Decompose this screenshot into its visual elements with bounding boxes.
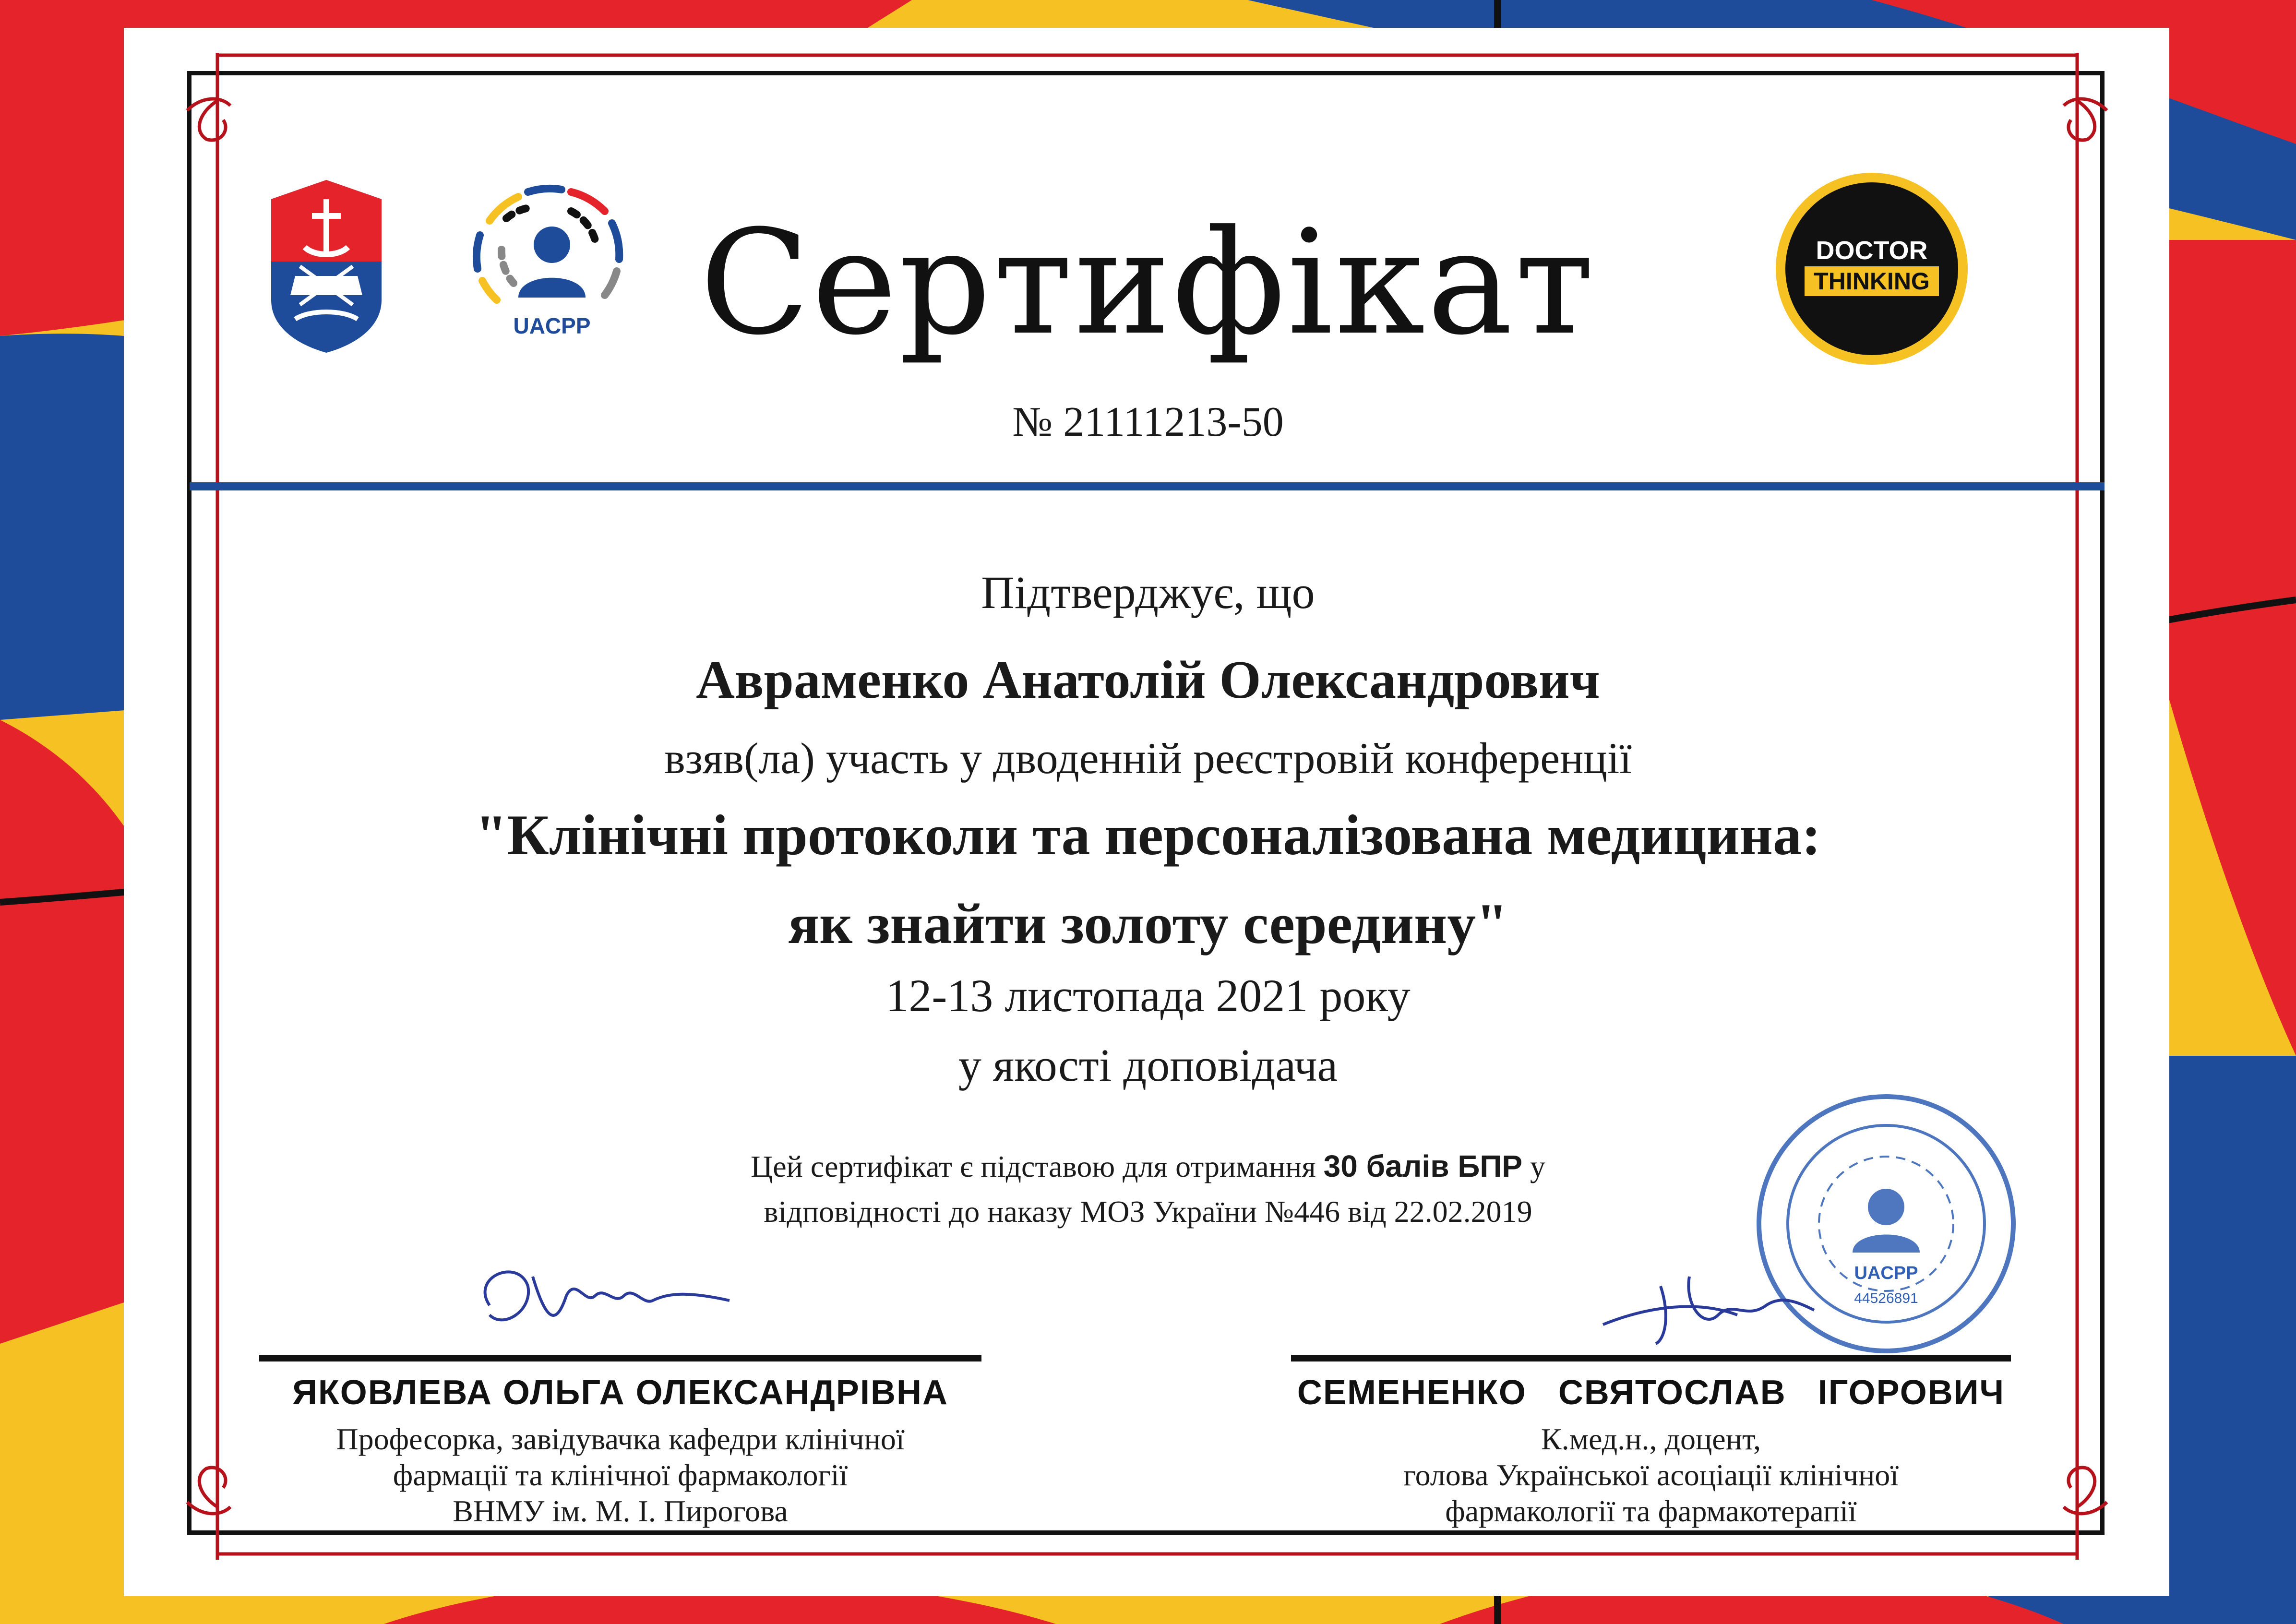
event-title-line1: "Клінічні протоколи та персоналізована медицина: <box>475 803 1821 867</box>
event-dates: 12-13 листопада 2021 року <box>885 970 1411 1021</box>
certificate-number: № 21111213-50 <box>1012 399 1284 445</box>
signatory-position-left-3: ВНМУ ім. М. І. Пирогова <box>453 1494 788 1528</box>
certificate-title: Сертифікат <box>699 199 1597 367</box>
stamp-center-label: UACPP <box>1854 1263 1918 1283</box>
title-divider <box>190 482 2105 490</box>
signature-line-left <box>259 1355 981 1361</box>
doctor-thinking-line2: THINKING <box>1814 268 1930 295</box>
credit-note-prefix: Цей сертифікат є підставою для отримання <box>751 1149 1324 1183</box>
signatory-name-left: ЯКОВЛЕВА ОЛЬГА ОЛЕКСАНДРІВНА <box>292 1373 948 1412</box>
signatory-position-right-2: голова Української асоціації клінічної <box>1403 1458 1899 1492</box>
signatory-name-right: СЕМЕНЕНКО СВЯТОСЛАВ ІГОРОВИЧ <box>1297 1373 2005 1412</box>
signature-yakovleva <box>461 1248 758 1344</box>
recipient-name: Авраменко Анатолій Олександрович <box>696 650 1600 710</box>
signatory-position-left-2: фармації та клінічної фармакології <box>393 1458 848 1492</box>
signature-semenenko <box>1593 1257 1824 1353</box>
credit-points: 30 балів БПР <box>1323 1149 1522 1183</box>
credit-note-line2: відповідності до наказу МОЗ України №446 від 22.02.2019 <box>764 1194 1532 1229</box>
doctor-thinking-line1: DOCTOR <box>1816 236 1928 265</box>
signatory-position-left-1: Професорка, завідувачка кафедри клінічної <box>336 1422 905 1456</box>
signature-line-right <box>1291 1355 2011 1361</box>
participant-role: у якості доповідача <box>958 1039 1338 1091</box>
uacpp-logo-label: UACPP <box>513 313 591 338</box>
participation-text: взяв(ла) участь у дводенній реєстровій конференції <box>664 734 1632 783</box>
credit-note-suffix: у <box>1522 1149 1545 1183</box>
signatory-position-right-3: фармакології та фармакотерапії <box>1445 1494 1857 1528</box>
stamp-code: 44526891 <box>1854 1290 1918 1306</box>
event-title-line2: як знайти золоту середину" <box>788 892 1508 955</box>
intro-text: Підтверджує, що <box>981 567 1315 618</box>
signatory-position-right-1: К.мед.н., доцент, <box>1541 1422 1761 1456</box>
